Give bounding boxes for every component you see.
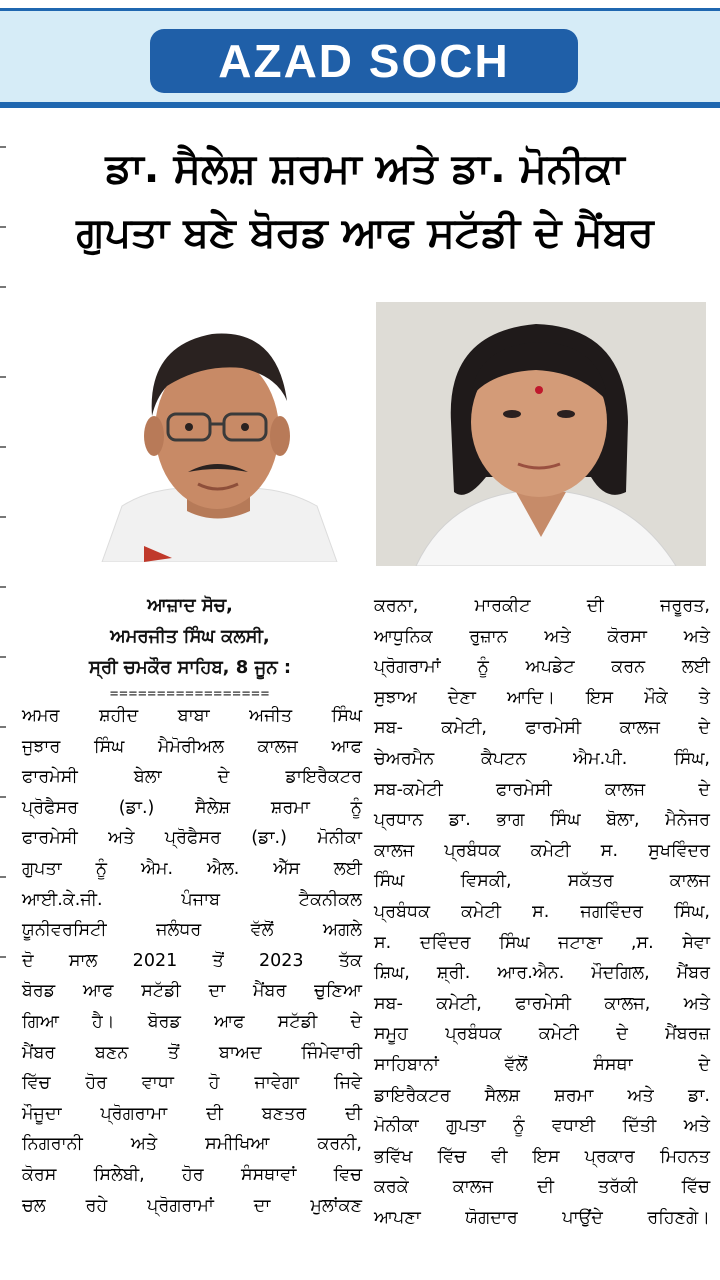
body-line: ਸਮੂਹ ਪ੍ਰਬੰਧਕ ਕਮੇਟੀ ਦੇ ਮੈਂਬਰਜ਼ — [374, 1024, 710, 1045]
body-line: ਸੁਝਾਅ ਦੇਣਾ ਆਦਿ। ਇਸ ਮੌਕੇ ਤੇ — [374, 687, 710, 708]
body-line: ਆਪਣਾ ਯੋਗਦਾਰ ਪਾਉਂਦੇ ਰਹਿਣਗੇ। — [374, 1207, 710, 1228]
dateline-reporter: ਅਮਰਜੀਤ ਸਿੰਘ ਕਲਸੀ, — [110, 626, 270, 647]
body-line: ਦੋ ਸਾਲ 2021 ਤੋਂ 2023 ਤੱਕ — [22, 950, 362, 971]
article-column-left — [22, 701, 362, 1221]
body-line: ਪ੍ਰਬੰਧਕ ਕਮੇਟੀ ਸ. ਜਗਵਿੰਦਰ ਸਿੰਘ, — [374, 901, 710, 922]
body-line: ਅਮਰ ਸ਼ਹੀਦ ਬਾਬਾ ਅਜੀਤ ਸਿੰਘ — [22, 706, 362, 726]
body-line: ਮੋਨੀਕਾ ਗੁਪਤਾ ਨੂੰ ਵਧਾਈ ਦਿੱਤੀ ਅਤੇ — [374, 1116, 710, 1137]
dateline-place-date: ਸ੍ਰੀ ਚਮਕੌਰ ਸਾਹਿਬ, 8 ਜੂਨ : — [88, 657, 292, 678]
body-line: ਪ੍ਰੋਗਰਾਮਾਂ ਨੂੰ ਅਪਡੇਟ ਕਰਨ ਲਈ — [374, 657, 710, 678]
top-rule — [0, 0, 720, 6]
body-line: ਕੋਰਸ ਸਿਲੇਬੀ, ਹੋਰ ਸੰਸਥਾਵਾਂ ਵਿਚ — [22, 1164, 362, 1185]
body-line: ਵਿੱਚ ਹੋਰ ਵਾਧਾ ਹੋ ਜਾਵੇਗਾ ਜਿਵੇ — [22, 1073, 362, 1094]
newspaper-banner — [0, 8, 720, 108]
body-line: ਸਾਹਿਬਾਨਾਂ ਵੱਲੋਂ ਸੰਸਥਾ ਦੇ — [374, 1054, 710, 1075]
body-line: ਫਾਰਮੇਸੀ ਬੇਲਾ ਦੇ ਡਾਇਰੈਕਟਰ — [22, 767, 362, 788]
body-line: ਗੁਪਤਾ ਨੂੰ ਐਮ. ਐਲ. ਐੱਸ ਲਈ — [22, 858, 362, 879]
body-line: ਡਾਇਰੈਕਟਰ ਸੈਲਸ਼ ਸ਼ਰਮਾ ਅਤੇ ਡਾ. — [374, 1085, 710, 1106]
photo-dr-sailesh-sharma — [92, 306, 342, 562]
headline-line-1: ਡਾ. ਸੈਲੇਸ਼ ਸ਼ਰਮਾ ਅਤੇ ਡਾ. ਮੋਨੀਕਾ — [105, 144, 625, 192]
body-line: ਬੋਰਡ ਆਫ ਸਟੱਡੀ ਦਾ ਮੈਂਬਰ ਚੁਣਿਆ — [22, 981, 362, 1002]
woman-portrait-illustration — [376, 302, 706, 566]
body-line: ਪ੍ਰਧਾਨ ਡਾ. ਭਾਗ ਸਿੰਘ ਬੋਲਾ, ਮੈਨੇਜਰ — [374, 810, 710, 831]
body-line: ਆਧੁਨਿਕ ਰੁਜ਼ਾਨ ਅਤੇ ਕੋਰਸਾ ਅਤੇ — [374, 626, 710, 647]
body-line: ਕਾਲਜ ਪ੍ਰਬੰਧਕ ਕਮੇਟੀ ਸ. ਸੁਖਵਿੰਦਰ — [374, 840, 710, 861]
body-line: ਸ. ਦਵਿੰਦਰ ਸਿੰਘ ਜਟਾਣਾ ,ਸ. ਸੇਵਾ — [374, 932, 710, 953]
body-line: ਚੇਅਰਮੈਨ ਕੈਪਟਨ ਐਮ.ਪੀ. ਸਿੰਘ, — [374, 748, 710, 769]
masthead-logo: AZAD SOCH — [150, 29, 578, 93]
body-line: ਆਈ.ਕੇ.ਜੀ. ਪੰਜਾਬ ਟੈਕਨੀਕਲ — [22, 889, 362, 910]
body-line: ਸਬ-ਕਮੇਟੀ ਫਾਰਮੇਸੀ ਕਾਲਜ ਦੇ — [374, 779, 710, 800]
body-line: ਮੈਂਬਰ ਬਣਨ ਤੋਂ ਬਾਅਦ ਜਿੰਮੇਵਾਰੀ — [22, 1042, 362, 1063]
separator-line: ================= — [109, 686, 271, 702]
body-line: ਮੌਜੂਦਾ ਪ੍ਰੋਗਰਾਮਾ ਦੀ ਬਣਤਰ ਦੀ — [22, 1103, 362, 1124]
article-headline — [20, 136, 710, 264]
body-line: ਸ਼ਿਘ, ਸ਼੍ਰੀ. ਆਰ.ਐਨ. ਮੌਦਗਿਲ, ਮੈਂਬਰ — [374, 963, 710, 984]
man-portrait-illustration — [92, 306, 342, 562]
dateline — [20, 590, 360, 683]
dateline-source: ਆਜ਼ਾਦ ਸੋਚ, — [147, 595, 233, 616]
previous-column-edge — [0, 116, 8, 1280]
photo-dr-monika-gupta — [376, 302, 706, 566]
body-line: ਫਾਰਮੇਸੀ ਅਤੇ ਪ੍ਰੋਫੈਸਰ (ਡਾ.) ਮੋਨੀਕਾ — [22, 828, 362, 849]
body-line: ਚਲ ਰਹੇ ਪ੍ਰੋਗਰਾਮਾਂ ਦਾ ਮੁਲਾਂਕਣ — [22, 1195, 362, 1216]
body-line: ਪ੍ਰੋਫੈਸਰ (ਡਾ.) ਸੈਲੇਸ਼ ਸ਼ਰਮਾ ਨੂੰ — [22, 797, 362, 818]
body-line: ਸਬ- ਕਮੇਟੀ, ਫਾਰਮੇਸੀ ਕਾਲਜ, ਅਤੇ — [374, 993, 710, 1014]
body-line: ਯੂਨੀਵਰਸਿਟੀ ਜਲੰਧਰ ਵੱਲੋਂ ਅਗਲੇ — [22, 920, 362, 941]
body-line: ਸਿੰਘ ਵਿਸਕੀ, ਸਕੱਤਰ ਕਾਲਜ — [374, 871, 710, 892]
body-line: ਗਿਆ ਹੈ। ਬੋਰਡ ਆਫ ਸਟੱਡੀ ਦੇ — [22, 1011, 362, 1032]
headline-line-2: ਗੁਪਤਾ ਬਣੇ ਬੋਰਡ ਆਫ ਸਟੱਡੀ ਦੇ ਮੈਂਬਰ — [76, 208, 654, 256]
article-column-right — [374, 591, 710, 1233]
body-line: ਨਿਗਰਾਨੀ ਅਤੇ ਸਮੀਖਿਆ ਕਰਨੀ, — [22, 1134, 362, 1155]
body-line: ਭਵਿੱਖ ਵਿੱਚ ਵੀ ਇਸ ਪ੍ਰਕਾਰ ਮਿਹਨਤ — [374, 1146, 710, 1167]
body-line: ਜੁਝਾਰ ਸਿੰਘ ਮੈਮੋਰੀਅਲ ਕਾਲਜ ਆਫ — [22, 736, 362, 757]
body-line: ਕਰਕੇ ਕਾਲਜ ਦੀ ਤਰੱਕੀ ਵਿੱਚ — [374, 1177, 710, 1198]
body-line: ਸਬ- ਕਮੇਟੀ, ਫਾਰਮੇਸੀ ਕਾਲਜ ਦੇ — [374, 718, 710, 739]
body-line: ਕਰਨਾ, ਮਾਰਕੀਟ ਦੀ ਜਰੂਰਤ, — [374, 596, 710, 616]
